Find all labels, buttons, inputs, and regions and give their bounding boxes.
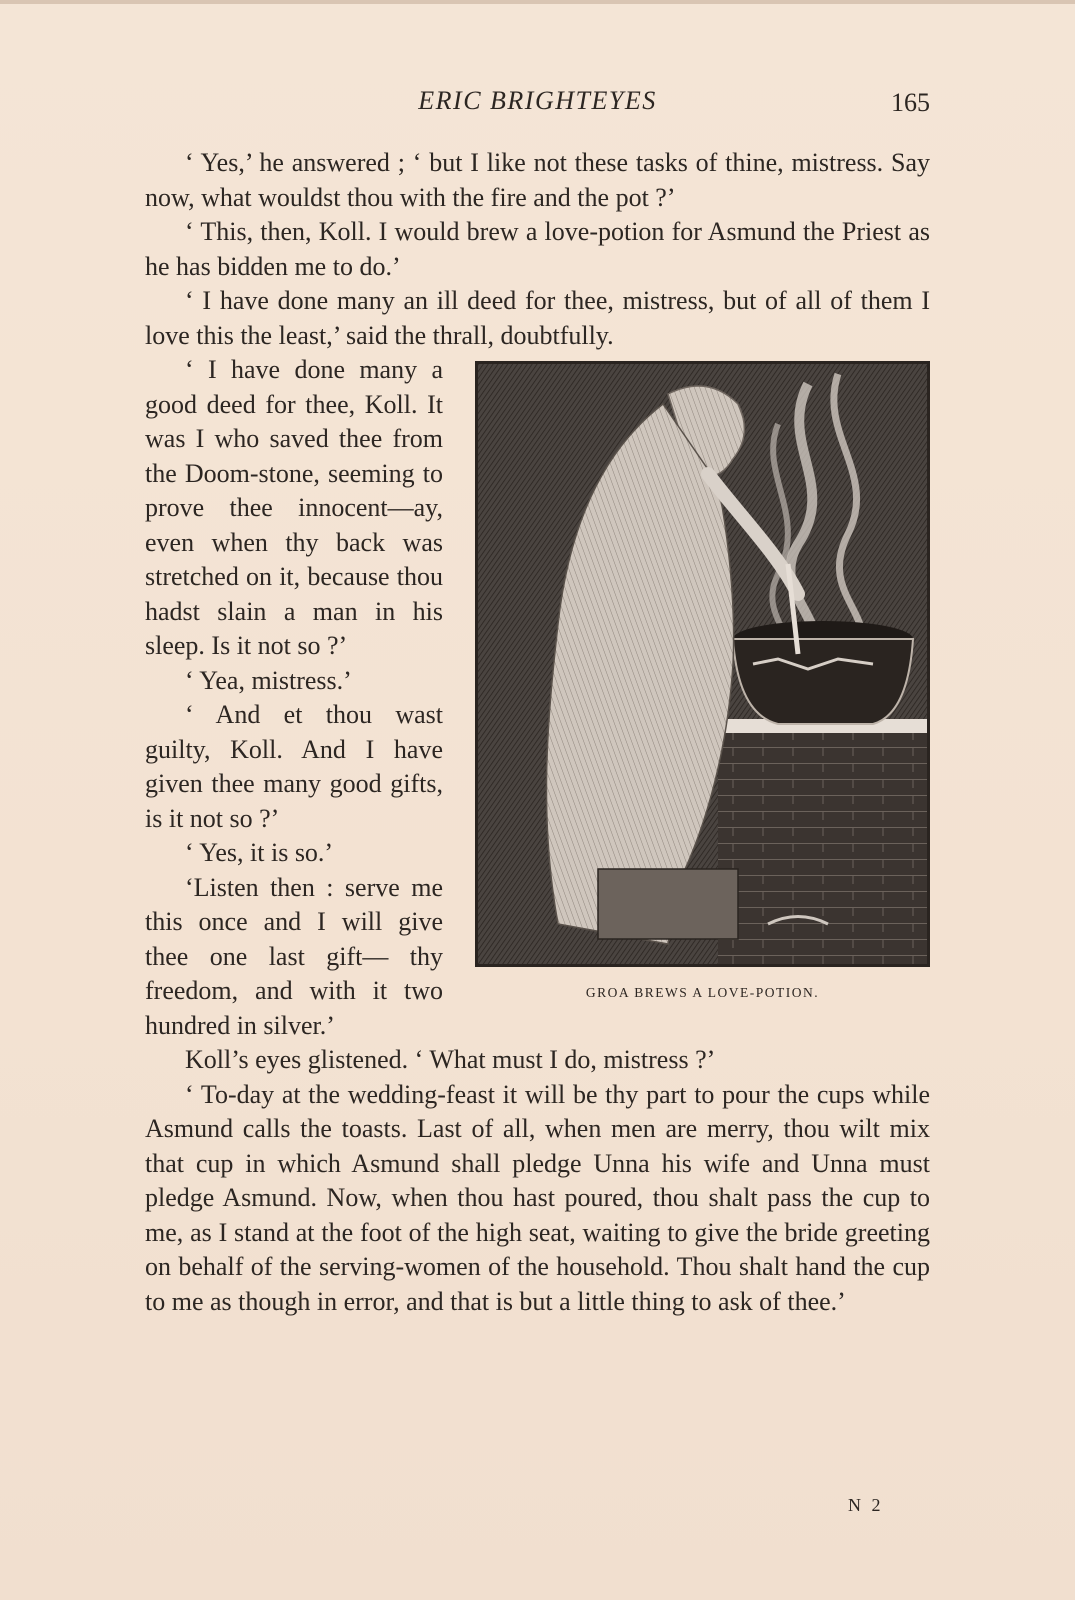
paragraph: ‘ I have done many a good deed for thee, Koll. It was I who saved thee from the Doom-stone, seeming to prove thee innocent—ay, even when thy back was stretched on it, because thou hadst slain a man in his sleep. Is it not so ?’ [145,355,443,660]
body-text [145,146,930,1319]
paragraph: ‘ This, then, Koll. I would brew a love-potion for Asmund the Priest as he has bidden me to do.’ [145,217,930,281]
running-title: ERIC BRIGHTEYES [418,86,657,115]
page-number: 165 [891,88,930,117]
figure [475,361,930,1001]
paragraph: Koll’s eyes glistened. ‘ What must I do, mistress ?’ [185,1045,716,1074]
illustration-image [475,361,930,967]
engraving-drawing [478,364,927,964]
page-edge [0,0,1075,4]
paragraph: ‘ I have done many an ill deed for thee, mistress, but of all of them I love this the least,’ said the thrall, doubtfully. [145,286,930,350]
paragraph: ‘Listen then : serve me this once and I will give thee one last gift— thy freedom, and with it two hundred in silver.’ [145,872,443,1040]
paragraph: ‘ Yes,’ he answered ; ‘ but I like not these tasks of thine, mistress. Say now, what wouldst thou with the fire and the pot ?’ [145,148,930,212]
paragraph: ‘ To-day at the wedding-feast it will be thy part to pour the cups while Asmund calls the toasts. Last of all, when men are merry, thou wilt mix that cup in which Asmund shall pledge Unna his wife and Unna must pledge Asmund. Now, when thou hast poured, thou shalt pass the cup to me, as I stand at the foot of the high seat, waiting to give the bride greeting on behalf of the serving-women of the household. Thou shalt hand the cup to me as though in error, and that is but a little thing to ask of thee.’ [145,1079,930,1316]
page-header [145,86,930,122]
figure-caption: GROA BREWS A LOVE-POTION. [585,985,820,1000]
paragraph: ‘ Yes, it is so.’ [185,838,334,867]
paragraph: ‘ And et thou wast guilty, Koll. And I have given thee many good gifts, is it not so ?’ [145,700,443,833]
signature-mark: N 2 [848,1495,884,1515]
paragraph: ‘ Yea, mistress.’ [185,665,352,695]
